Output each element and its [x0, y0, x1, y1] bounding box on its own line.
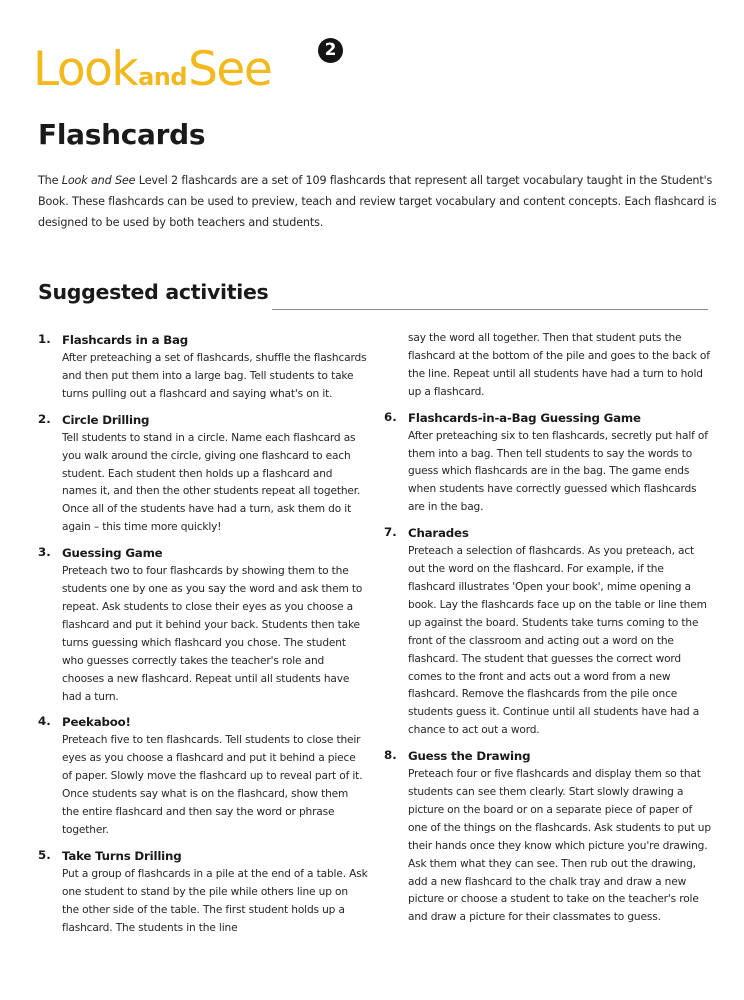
- intro-book-title: Look and See: [61, 174, 136, 187]
- activity-number: 1.: [38, 332, 51, 346]
- logo-word-see: See: [188, 42, 272, 97]
- activity-item: [38, 543, 368, 706]
- section-heading: Suggested activities: [38, 280, 269, 304]
- activity-name: Circle Drilling: [62, 412, 150, 427]
- activity-description: Preteach five to ten flashcards. Tell students to close their eyes as you choose a flashcard and put it behind a piece of paper. Slowly move the flashcard up to reveal part of it. Once students say what is on the flashcard, show them the entire flashcard and then say the word or phrase together.: [62, 734, 363, 836]
- activity-item: [384, 523, 714, 740]
- activity-name: Take Turns Drilling: [62, 848, 182, 863]
- activity-item: [38, 846, 368, 938]
- activity-description: Preteach four or five flashcards and display them so that students can see them clearly. Start slowly drawing a picture on the board or on a separate piece of paper of one of the things on the flashcards. Ask students to put up their hands once they know which picture you're drawing. Ask them what they can see. Then rub out the drawing, add a new flashcard to the chalk tray and draw a new picture or choose a student to take on the teacher's role and draw a picture for their classmates to guess.: [408, 768, 711, 924]
- activity-name: Guessing Game: [62, 546, 163, 561]
- activity-number: 6.: [384, 409, 397, 424]
- activity-number: 4.: [38, 714, 51, 729]
- intro-paragraph: [38, 170, 718, 233]
- section-divider: [272, 309, 708, 310]
- activity-number: 3.: [38, 545, 51, 560]
- activity-number: 7.: [384, 525, 397, 540]
- activity-item: [384, 746, 714, 927]
- activity-description: Preteach a selection of flashcards. As you preteach, act out the word on the flashcard. For example, if the flashcard illustrates 'Open your book', mime opening a book. Lay the flashcards face up on the table or line them up against the board. Students take turns coming to the front of the classroom and acting out a word on the flashcard. The student that guesses the correct word comes to the front and acts out a word from a new flashcard. Remove the flashcards from the pile once students guess it. Continue until all students have had a chance to act out a word.: [408, 545, 707, 737]
- level-badge: 2: [318, 38, 343, 63]
- activity-description: Tell students to stand in a circle. Name each flashcard as you walk around the circle, giving one flashcard to each student. Each student then holds up a flashcard and names it, and then the other students repeat all together. Once all of the students have had a turn, ask them do it again – this time more quickly!: [62, 431, 361, 534]
- activity-name: Guess the Drawing: [408, 749, 531, 764]
- activity-name: Flashcards in a Bag: [62, 333, 189, 347]
- activity-name: Charades: [408, 526, 469, 541]
- logo-word-and: and: [138, 63, 188, 91]
- intro-text-start: The: [38, 174, 62, 187]
- logo-word-look: Look: [33, 42, 138, 97]
- activity-description: After preteaching a set of flashcards, shuffle the flashcards and then put them into a large bag. Tell students to take turns pulling out a flashcard and saying what's on it.: [62, 352, 367, 400]
- activity-name: Flashcards-in-a-Bag Guessing Game: [408, 410, 641, 425]
- activity-item: [384, 408, 714, 518]
- activity-number: 5.: [38, 847, 51, 862]
- activity-name: Peekaboo!: [62, 715, 131, 730]
- activity-item: [38, 410, 368, 537]
- activity-description: After preteaching six to ten flashcards, secretly put half of them into a bag. Then tell students to say the words to guess which flashcards are in the bag. The game ends when students have correctly guessed which flashcards are in the bag.: [408, 429, 708, 514]
- activity-item: [38, 330, 368, 404]
- activity-description-continued: say the word all together. Then that student puts the flashcard at the bottom of the pile and goes to the back of the line. Repeat until all students have had a turn to hold up a flashcard.: [408, 332, 710, 398]
- right-column: [384, 330, 714, 933]
- page-title: Flashcards: [38, 118, 206, 151]
- look-and-see-logo: [33, 42, 363, 116]
- left-column: [38, 330, 368, 943]
- activity-description: Preteach two to four flashcards by showing them to the students one by one as you say the word and ask them to repeat. Ask students to close their eyes as you choose a flashcard and put it behind your back. Students then take turns guessing which flashcard you chose. The student who guesses correctly takes the teacher's role and chooses a new flashcard. Repeat until all students have had a turn.: [62, 565, 363, 703]
- activity-number: 2.: [38, 411, 51, 426]
- activity-item: [38, 712, 368, 839]
- activity-description: Put a group of flashcards in a pile at the end of a table. Ask one student to stand by the pile while others line up on the other side of the table. The first student holds up a flashcard. The students in the line: [62, 867, 368, 934]
- activity-number: 8.: [384, 748, 397, 763]
- intro-text-rest: Level 2 flashcards are a set of 109 flashcards that represent all target vocabulary taught in the Student's Book. These flashcards can be used to preview, teach and review target vocabulary and content concepts. Each flashcard is designed to be used by both teachers and students.: [38, 174, 717, 229]
